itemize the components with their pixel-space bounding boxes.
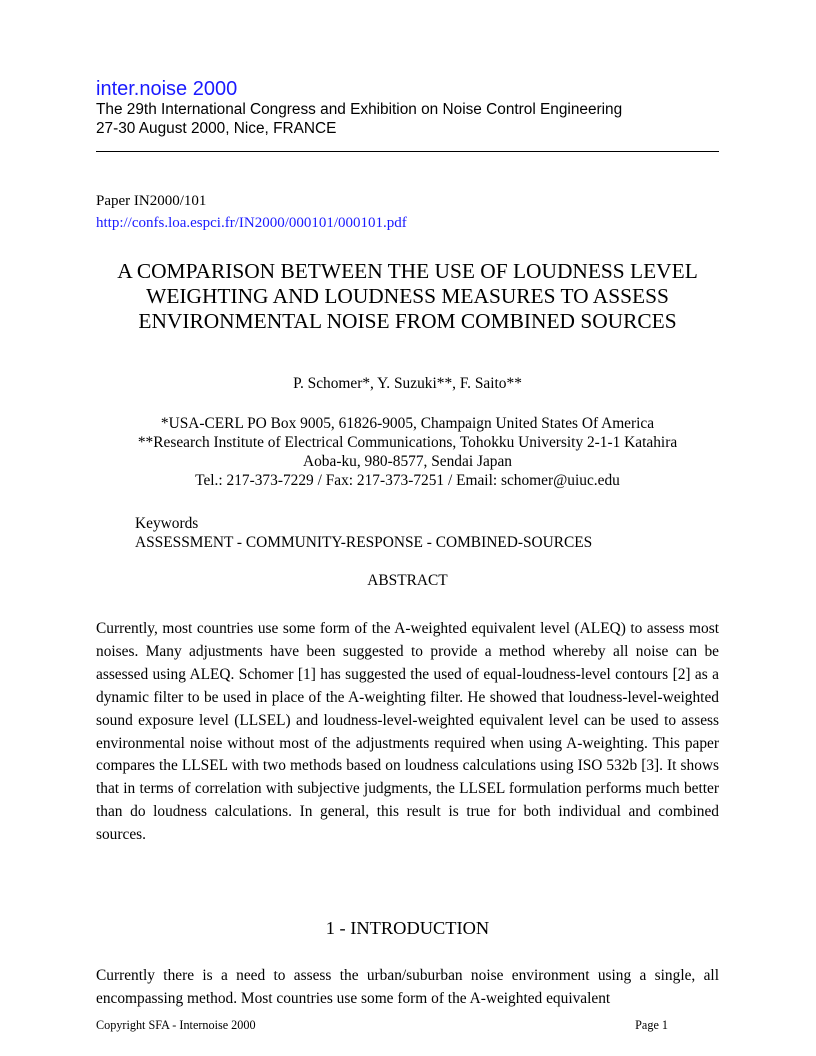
- congress-name: The 29th International Congress and Exhibition on Noise Control Engineering: [96, 101, 623, 118]
- affiliation-line: *USA-CERL PO Box 9005, 61826-9005, Champaign United States Of America: [160, 415, 655, 432]
- affiliation-line: **Research Institute of Electrical Communications, Tohokku University 2-1-1 Katahira: [137, 434, 678, 451]
- conference-dates: 27-30 August 2000, Nice, FRANCE: [96, 120, 337, 137]
- footer-copyright: Copyright SFA - Internoise 2000: [96, 1018, 256, 1032]
- footer-page-number: Page 1: [635, 1018, 668, 1032]
- abstract-heading: ABSTRACT: [367, 572, 448, 589]
- author-list: P. Schomer*, Y. Suzuki**, F. Saito**: [293, 375, 522, 392]
- conference-name: inter.noise 2000: [96, 78, 238, 100]
- paper-id: Paper IN2000/101: [96, 193, 207, 209]
- introduction-text: Currently there is a need to assess the urban/suburban noise environment using a single, all encompassing method. Most countries use some form of the A-weighted equivalent: [96, 967, 719, 1007]
- affiliation-line: Aoba-ku, 980-8577, Sendai Japan: [302, 453, 512, 470]
- contact-line: Tel.: 217-373-7229 / Fax: 217-373-7251 / Email: schomer@uiuc.edu: [195, 472, 620, 489]
- abstract-text: Currently, most countries use some form of the A-weighted equivalent level (ALEQ) to assess most noises. Many adjustments have been suggested to provide a method whereby all noise can be assessed using ALEQ. Schomer [1] has suggested the used of equal-loudness-level contours [2] as a dynamic filter to be used in place of the A-weighting filter. He showed that loudness-level-weighted sound exposure level (LLSEL) and loudness-level-weighted equivalent level can be used to assess environmental noise without most of the adjustments required when using A-weighting. This paper compares the LLSEL with two methods based on loudness calculations using ISO 532b [3]. It shows that in terms of correlation with subjective judgments, the LLSEL formulation performs much better than do loudness calculations. In general, this result is true for both individual and combined sources.: [96, 620, 719, 844]
- paper-title: A COMPARISON BETWEEN THE USE OF LOUDNESS LEVEL WEIGHTING AND LOUDNESS MEASURES TO ASSESS ENVIRONMENTAL NOISE FROM COMBINED SOURCES: [117, 259, 698, 333]
- keywords-list: ASSESSMENT - COMMUNITY-RESPONSE - COMBINED-SOURCES: [135, 534, 593, 551]
- keywords-label: Keywords: [135, 515, 199, 532]
- section-heading-introduction: 1 - INTRODUCTION: [325, 918, 490, 938]
- paper-url-link[interactable]: http://confs.loa.espci.fr/IN2000/000101/000101.pdf: [96, 215, 407, 231]
- affiliations: [96, 414, 719, 490]
- header-divider: [96, 151, 719, 152]
